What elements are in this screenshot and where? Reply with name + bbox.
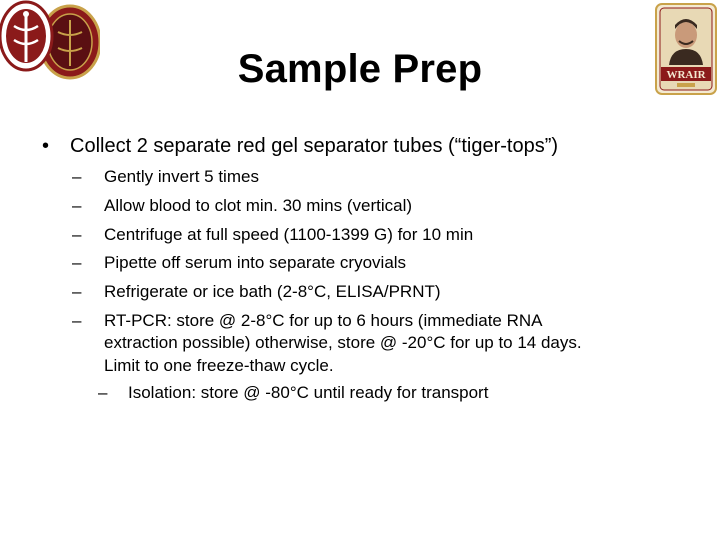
list-item xyxy=(72,310,712,378)
main-bullet-text: Collect 2 separate red gel separator tubes (“tiger-tops”) xyxy=(70,135,559,157)
dash-marker: – xyxy=(72,195,82,215)
dash-marker: – xyxy=(72,224,82,244)
list-item xyxy=(72,166,712,189)
nested-list-item xyxy=(98,382,712,405)
list-item-text: Gently invert 5 times xyxy=(104,167,259,186)
list-item-text: Refrigerate or ice bath (2-8°C, ELISA/PRNT) xyxy=(104,282,441,302)
list-item-text-line: Limit to one freeze-thaw cycle. xyxy=(104,355,334,375)
sub-bullet-list xyxy=(72,166,712,411)
nested-item-text: Isolation: store @ -80°C until ready for transport xyxy=(128,382,489,402)
list-item-text: Allow blood to clot min. 30 mins (vertical) xyxy=(104,195,413,215)
slide-title: Sample Prep xyxy=(237,47,483,91)
main-bullet xyxy=(42,133,558,159)
bullet-marker: • xyxy=(42,135,50,157)
dash-marker: – xyxy=(72,253,82,273)
dash-marker: – xyxy=(72,282,82,302)
wrair-text: WRAIR xyxy=(666,69,706,81)
list-item-text: Pipette off serum into separate cryovials xyxy=(104,253,407,273)
dash-marker: – xyxy=(72,167,82,186)
list-item-text-line: RT-PCR: store @ 2-8°C for up to 6 hours (immediate RNA xyxy=(104,310,543,330)
list-item xyxy=(72,252,712,275)
list-item xyxy=(72,195,712,218)
list-item xyxy=(72,281,712,304)
list-item-text: Centrifuge at full speed (1100-1399 G) for 10 min xyxy=(104,224,474,244)
list-item-text-line: extraction possible) otherwise, store @ -20°C for up to 14 days. xyxy=(104,333,582,353)
dash-marker: – xyxy=(72,310,82,330)
list-item xyxy=(72,224,712,247)
dash-marker: – xyxy=(98,382,108,402)
